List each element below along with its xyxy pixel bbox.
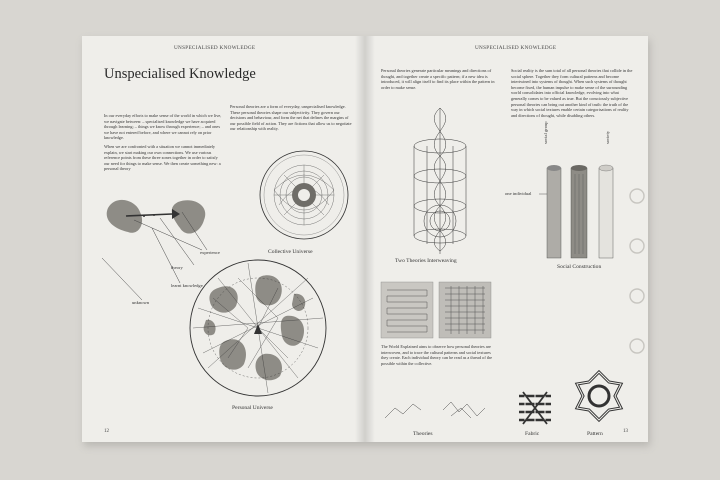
personal-universe-caption: Personal Universe <box>232 405 273 411</box>
page-title: Unspecialised Knowledge <box>104 66 256 82</box>
page-number-right: 13 <box>623 429 628 434</box>
theories-caption: Theories <box>413 431 433 437</box>
personal-universe-diagram <box>188 258 328 398</box>
running-header: UNSPECIALISED KNOWLEDGE <box>174 45 256 51</box>
world-explained-text <box>381 344 499 369</box>
collective-universe-caption: Collective Universe <box>268 249 313 255</box>
unknown-label: unknown <box>132 300 150 305</box>
two-theories-interweaving-diagram <box>405 106 475 256</box>
one-individual-label: one individual <box>505 191 532 196</box>
col1-paragraph: Personal theories generate particular meanings and directions of thought, and together create a specific pattern; if a new idea is introduced, it will align itself to find its place within the pattern in order to make sense. <box>381 68 495 90</box>
world-explained-photos <box>381 282 491 338</box>
social-construction-caption: Social Construction <box>557 264 602 270</box>
social-construction-diagram <box>535 154 635 262</box>
faint-ornaments <box>627 186 647 366</box>
world-paragraph: The World Explained aims to observe how personal theories are interwoven, and to trace the cultural patterns and social textures they create. Each individual theory can be read as a thread of the possible within the collective. <box>381 344 493 366</box>
fabric-weave-illustration <box>515 388 555 428</box>
col2-paragraph: Social reality is the sum total of all personal theories that collide in the social sphere. Together they form cultural patterns and become intertwined into systems of thought. When such systems of thought become fixed, the human impulse to make sense of the surrounding world consolidates into official knowledge, evolving into what generally comes to be valued as true. But the consciously subjective personal theories can bring out another kind of truth: the truth of the way in which social textures enable certain categorisations of reality and directions of thought, while disabling others. <box>511 68 633 118</box>
column2-paragraph: Personal theories are a form of everyday, unspecialised knowledge. These personal theories shape our subjectivity. They govern our decisions and behaviour, and form the net that defines the margins of our possible field of action. They are fictions that allow us to negotiate our relationship with reality. <box>230 104 352 132</box>
book-gutter <box>355 36 375 442</box>
theories-lines-illustration <box>381 396 491 426</box>
left-page <box>82 36 365 442</box>
society-label: society <box>605 130 610 144</box>
intro-paragraph: In our everyday efforts to make sense of the world in which we live, we navigate between: – specialised knowledge we have acquired through learning; – things we know through experience; – and ones we have not entered before, and where we cannot rely on prior knowledge. <box>104 113 222 141</box>
page-number-left: 12 <box>104 429 109 434</box>
pattern-caption: Pattern <box>587 431 603 437</box>
second-paragraph: When we are confronted with a situation we cannot immediately explain, we start making our own connections. We use various reference points from these three zones together in order to satisfy our need for things to make sense. We then create something new: a personal theory <box>104 143 221 172</box>
theory-label: theory <box>171 265 183 270</box>
learnt-knowledge-label: learnt knowledge <box>171 283 203 288</box>
collective-universe-diagram <box>259 150 349 240</box>
running-header: UNSPECIALISED KNOWLEDGE <box>475 45 557 51</box>
social-group-label: social group <box>543 121 548 144</box>
fabric-caption: Fabric <box>525 431 540 437</box>
right-page <box>365 36 648 442</box>
experience-label: experience <box>200 250 220 255</box>
right-text-column-2 <box>511 68 633 121</box>
right-text-column-1 <box>381 68 499 93</box>
two-theories-caption: Two Theories Interweaving <box>395 258 457 264</box>
pattern-illustration <box>571 366 627 426</box>
